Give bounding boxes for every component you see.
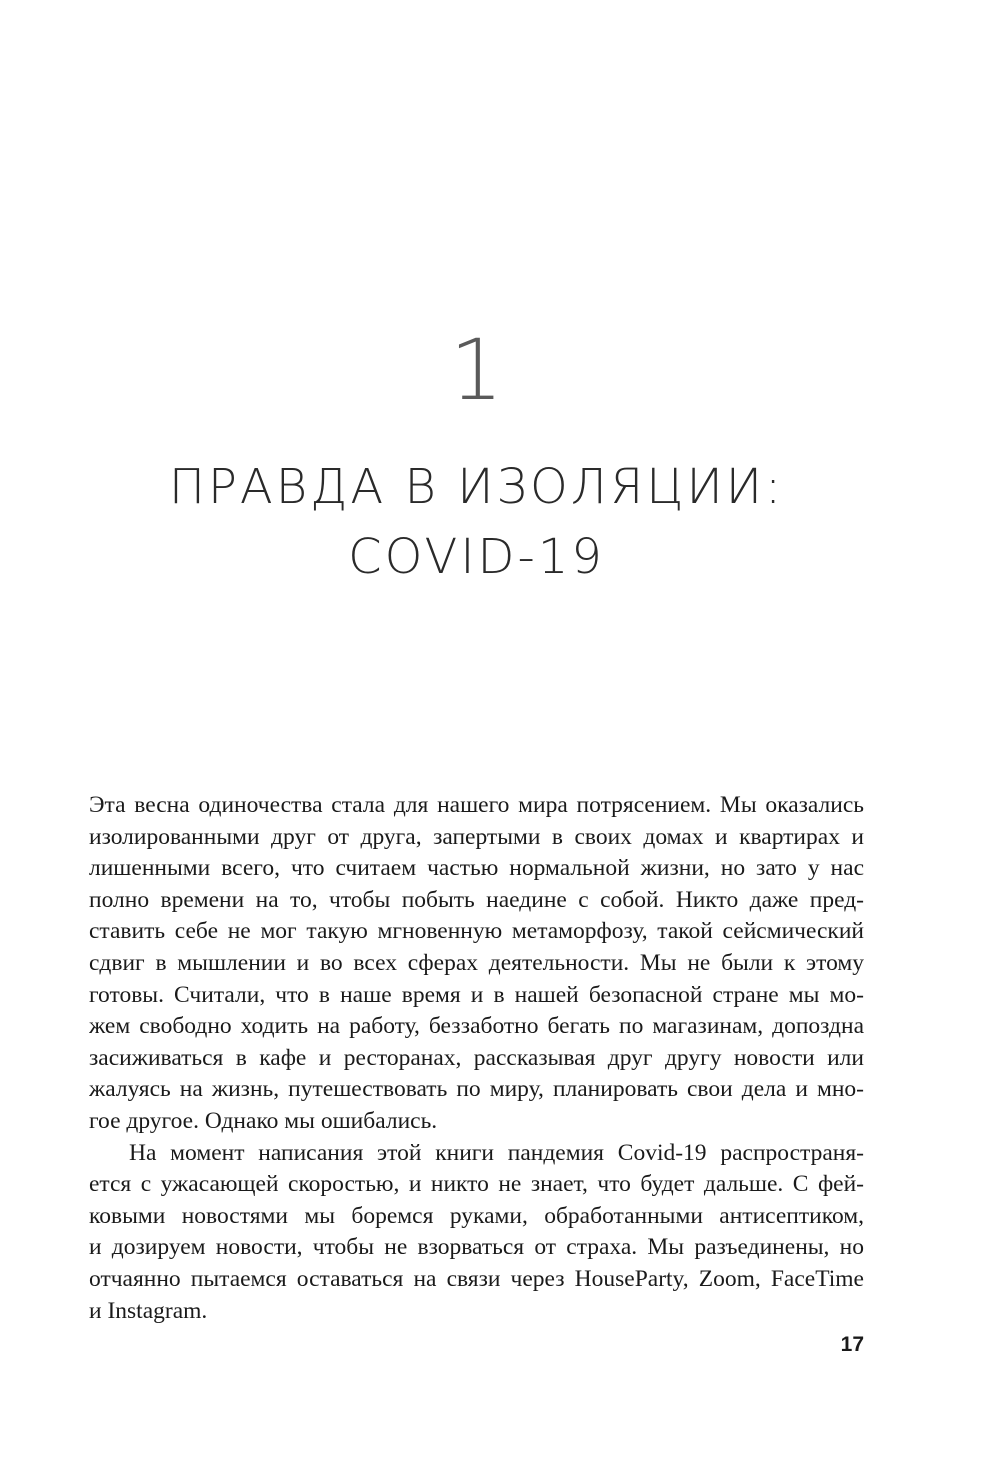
text-line: сдвиг в мышлении и во всех сферах деятельности. Мы не были к этому	[89, 949, 864, 976]
text-line: гое другое. Однако мы ошибались.	[89, 1107, 438, 1134]
text-line: лишенными всего, что считаем частью нормальной жизни, но зато у нас	[89, 855, 864, 882]
text-line: и Instagram.	[89, 1297, 208, 1324]
chapter-number: 1	[449, 321, 504, 419]
text-line: жалуясь на жизнь, путешествовать по миру, планировать свои дела и мно-	[89, 1076, 864, 1103]
text-line: На момент написания этой книги пандемия Covid-19 распространя-	[129, 1139, 864, 1166]
text-line: готовы. Считали, что в наше время и в нашей безопасной стране мы мо-	[89, 981, 864, 1008]
chapter-title-line: ПРАВДА В ИЗОЛЯЦИИ:	[168, 459, 785, 515]
text-line: ковыми новостями мы боремся руками, обработанными антисептиком,	[89, 1202, 864, 1229]
paragraph	[89, 790, 864, 1138]
chapter-title-line: COVID-19	[348, 529, 605, 585]
text-line: и дозируем новости, чтобы не взорваться от страха. Мы разъединены, но	[89, 1234, 864, 1261]
text-line: ется с ужасающей скоростью, и никто не знает, что будет дальше. С фей-	[89, 1171, 864, 1198]
text-line: полно времени на то, чтобы побыть наедине с собой. Никто даже пред-	[89, 886, 864, 913]
text-line: отчаянно пытаемся оставаться на связи через HouseParty, Zoom, FaceTime	[89, 1265, 864, 1292]
body-text	[89, 790, 864, 1327]
text-line: ставить себе не мог такую мгновенную метаморфозу, такой сейсмический	[89, 918, 864, 945]
text-line: засиживаться в кафе и ресторанах, рассказывая друг другу новости или	[89, 1044, 864, 1071]
text-line: жем свободно ходить на работу, беззаботно бегать по магазинам, допоздна	[89, 1013, 864, 1040]
text-line: изолированными друг от друга, запертыми в своих домах и квартирах и	[89, 823, 864, 850]
page-number: 17	[840, 1333, 864, 1356]
text-line: Эта весна одиночества стала для нашего мира потрясением. Мы оказались	[89, 792, 864, 818]
paragraph	[89, 1138, 864, 1328]
chapter-title	[0, 452, 953, 592]
